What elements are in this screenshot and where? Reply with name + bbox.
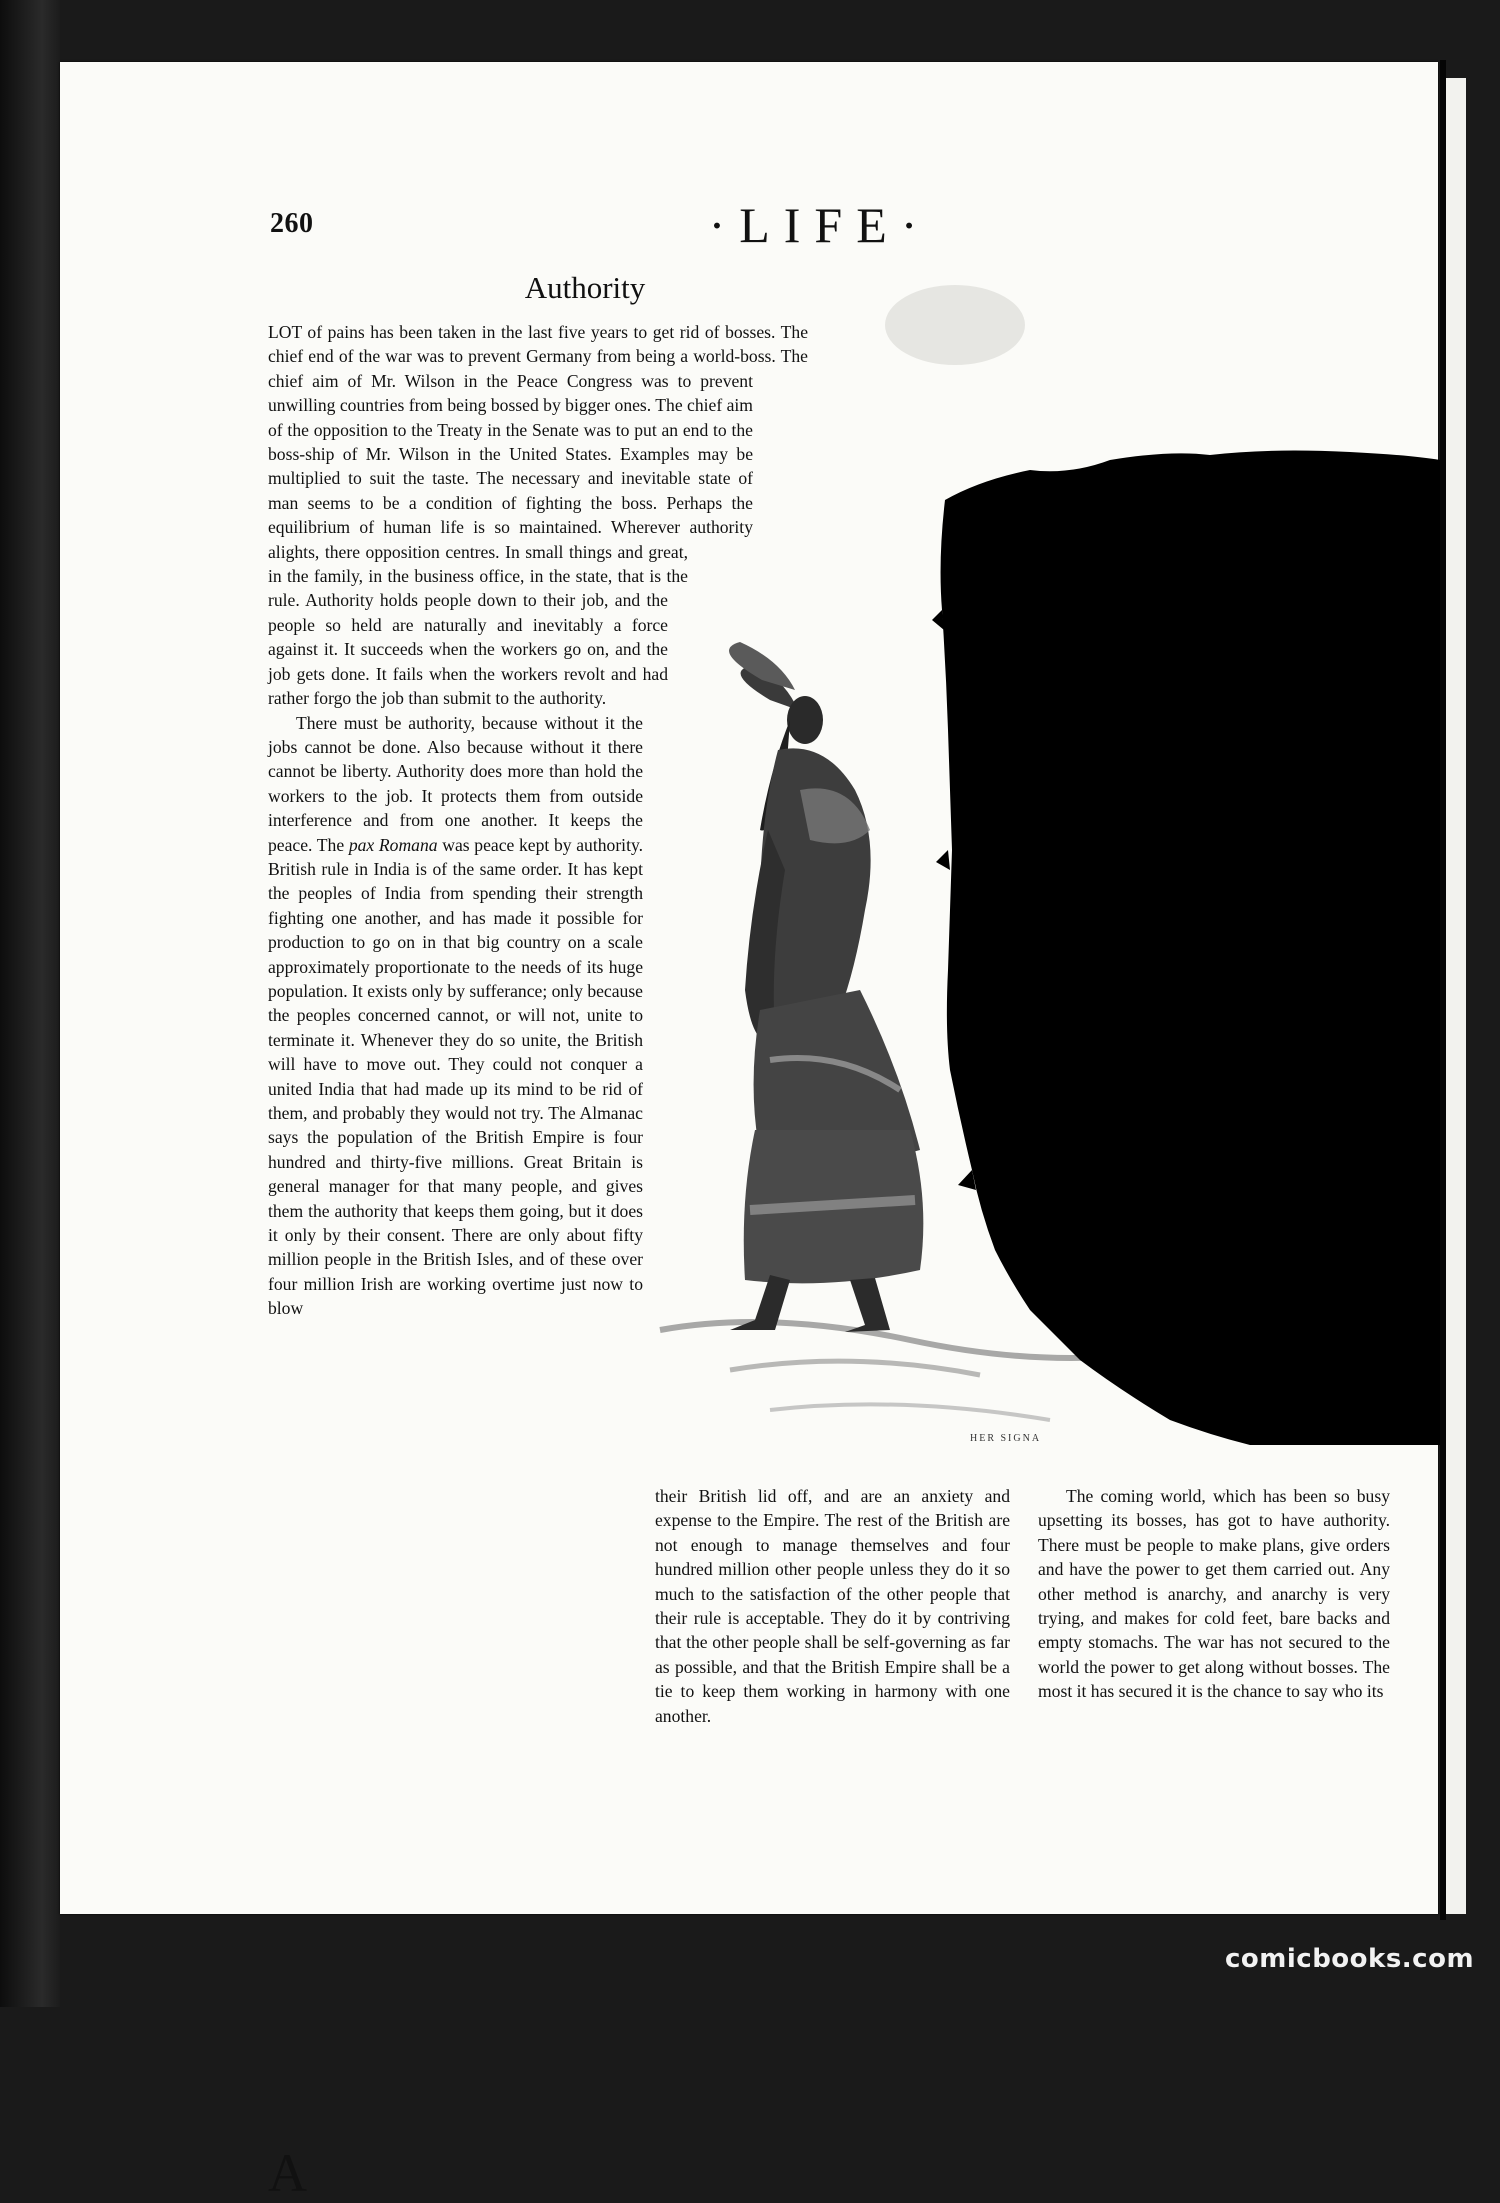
wrap-spacer xyxy=(643,2076,808,2100)
paragraph-2-text-end: was peace kept by authority. British rule in India is of the same order. It has kept the peoples of India from spending their strength fighting one another, and has made it possible for production to go on in that big country on a scale approximately proportionate to the needs of its huge population. It exists only by sufferance; only because the peoples concerned cannot, or will not, unite to terminate it. Whenever they do so unite, the British will have to move out. They could not conquer a united India that had made up its mind to be rid of them, and probably they would not try. The Almanac says the population of the British Empire is four hundred and thirty-five millions. Great Britain is general manager for that many people, and gives them the authority that keeps them going, but it does it only by their consent. There are only about fifty million people in the British Isles, and of these over four million Irish are working overtime just now to blow xyxy=(268,834,644,1319)
wrap-spacer xyxy=(668,686,808,710)
paragraph-1-text: LOT of pains has been taken in the last five years to get rid of bosses. The chief end of the war was to prevent Germany from being a world-boss. The chief aim of Mr. Wilson in the Peace Congress was to prevent unwilling countries from being bossed by bigger ones. The chief aim of the opposition to the Treaty in the Senate was to put an end to the boss-ship of Mr. Wilson in the United States. Examples may be multiplied to suit the taste. The necessary and inevitable state of man seems to be a condition of fighting the boss. Perhaps the equilibrium of human life is so maintained. Wherever authority alights, there opposition centres. In small things and great, in the family, in the business office, in the state, that is the rule. Authority holds people down to their job, and the people so held are naturally and inevitably a force against it. It succeeds when the workers go on, and the job gets done. It fails when the workers revolt and had rather forgo the job than submit to the authority. xyxy=(268,322,808,709)
wrap-spacer xyxy=(643,710,808,734)
column-2-paragraph: their British lid off, and are an anxiety and expense to the Empire. The rest of the British are not enough to manage themselves and four hundred million other people unless they do it so much to the satisfaction of the other people that their rule is acceptable. They do it by contriving that the other people shall be self-governing as far as possible, and that the British Empire shall be a tie to keep them working in harmony with one another. xyxy=(655,1486,1010,1726)
article-title: Authority xyxy=(524,270,646,305)
wrap-spacer xyxy=(643,1954,808,1978)
damaged-area xyxy=(941,451,1440,1445)
column-1 xyxy=(268,320,808,2203)
wrap-spacer xyxy=(643,1857,808,1881)
wrap-spacer xyxy=(753,540,808,564)
wrap-spacer xyxy=(643,1344,808,1368)
wrap-spacer xyxy=(643,1735,808,1759)
wrap-spacer xyxy=(643,1271,808,1295)
wrap-spacer xyxy=(643,2027,808,2051)
wrap-spacer xyxy=(688,588,808,612)
wrap-spacer xyxy=(643,1979,808,2003)
wrap-spacer xyxy=(643,857,808,881)
wrap-spacer xyxy=(753,466,808,490)
wrap-spacer xyxy=(643,1027,808,1051)
wrap-spacer xyxy=(643,1393,808,1417)
wrap-spacer xyxy=(643,979,808,1003)
wrap-spacer xyxy=(643,759,808,783)
wrap-spacer xyxy=(668,661,808,685)
wrap-spacer xyxy=(643,1052,808,1076)
wrap-spacer xyxy=(643,2052,808,2076)
wrap-spacer xyxy=(643,1003,808,1027)
wrap-spacer xyxy=(643,1247,808,1271)
wrap-spacer xyxy=(753,491,808,515)
wrap-spacer xyxy=(643,1442,808,1466)
wrap-spacer xyxy=(643,2149,808,2173)
wrap-spacer xyxy=(753,442,808,466)
wrap-spacer xyxy=(643,1296,808,1320)
watermark: comicbooks.com xyxy=(1225,1944,1475,1974)
scan-border-left xyxy=(0,0,60,2007)
paragraph-2-text-start: There must be authority, because without it the jobs cannot be done. Also because without it there cannot be liberty. Authority does more than hold the workers to the job. It protects them from outside interference and from one another. It keeps the peace. The xyxy=(268,712,643,855)
wrap-spacer xyxy=(753,515,808,539)
wrap-spacer xyxy=(643,1881,808,1905)
wrap-spacer xyxy=(643,1198,808,1222)
pax-romana-italic: pax Romana xyxy=(348,834,438,855)
wrap-spacer xyxy=(643,2101,808,2125)
wrap-spacer xyxy=(643,1832,808,1856)
wrap-spacer xyxy=(753,418,808,442)
wrap-spacer xyxy=(643,1905,808,1929)
wrap-spacer xyxy=(643,905,808,929)
wrap-spacer xyxy=(643,1101,808,1125)
wrap-spacer xyxy=(668,613,808,637)
wrap-spacer xyxy=(643,1369,808,1393)
page-number: 260 xyxy=(270,208,314,239)
wrap-spacer xyxy=(643,954,808,978)
wrap-spacer xyxy=(668,637,808,661)
wrap-spacer xyxy=(643,930,808,954)
drop-cap: A xyxy=(268,2143,307,2203)
column-2 xyxy=(655,1484,1010,1728)
column-3-paragraph: The coming world, which has been so busy upsetting its bosses, has got to have authority. There must be people to make plans, give orders and have the power to get them carried out. Any other method is anarchy, and anarchy is very trying, and makes for cold feet, bare backs and empty stomachs. The war has not secured to the world the power to get along without bosses. The most it has secured it is the chance to say who its xyxy=(1038,1486,1390,1702)
facing-page-edge xyxy=(1446,78,1466,1914)
wrap-spacer xyxy=(643,1320,808,1344)
wrap-spacer xyxy=(643,1930,808,1954)
wrap-spacer xyxy=(643,783,808,807)
wrap-spacer xyxy=(643,1149,808,1173)
wrap-spacer xyxy=(643,808,808,832)
column-3 xyxy=(1038,1484,1390,1704)
wrap-spacer xyxy=(643,1418,808,1442)
wrap-spacer xyxy=(643,832,808,856)
wrap-spacer xyxy=(643,1222,808,1246)
illustration-caption: HER SIGNA xyxy=(970,1433,1042,1444)
wrap-spacer xyxy=(643,881,808,905)
wrap-spacer xyxy=(643,1808,808,1832)
wrap-spacer xyxy=(643,1783,808,1807)
smudge-mark xyxy=(885,285,1025,365)
wrap-spacer xyxy=(643,1759,808,1783)
wrap-spacer xyxy=(643,1174,808,1198)
wrap-spacer xyxy=(643,1125,808,1149)
wrap-spacer xyxy=(643,1076,808,1100)
wrap-spacer xyxy=(643,2125,808,2149)
wrap-spacer xyxy=(643,735,808,759)
wrap-spacer xyxy=(688,564,808,588)
wrap-spacer xyxy=(753,393,808,417)
masthead: ·LIFE· xyxy=(708,197,932,253)
